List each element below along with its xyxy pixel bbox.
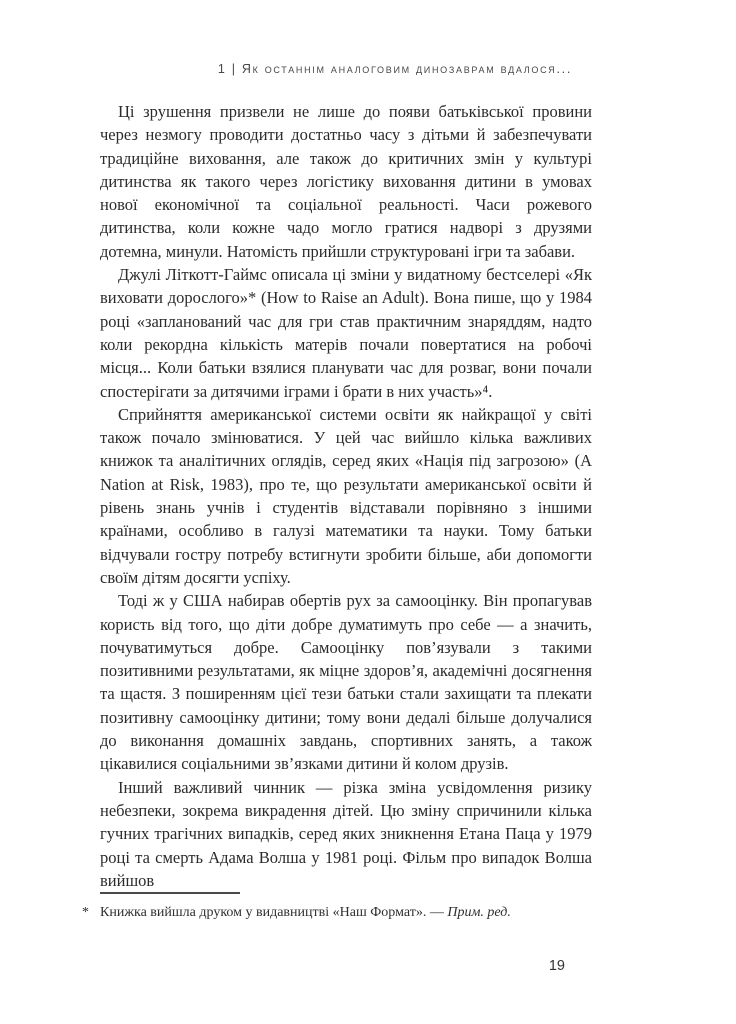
paragraph: Джулі Літкотт-Гаймс описала ці зміни у видатному бестселері «Як виховати дорослого»* (How to Raise an Adult). Вона пише, що у 1984 році «запланований час для гри став практичним знаряддям, надто коли рекордна кількість матерів почали повертатися на робочі місця... Коли батьки взялися планувати час для розваг, вони почали спостерігати за дитячими іграми і брати в них участь»⁴.	[100, 265, 592, 401]
footnote	[82, 903, 592, 922]
paragraph: Сприйняття американської системи освіти як найкращої у світі також почало змінюватися. У цей час вийшло кілька важливих книжок та аналітичних оглядів, серед яких «Нація під загрозою» (A Nation at Risk, 1983), про те, що результати американської освіти й рівень знань учнів і студентів відставали порівняно з іншими країнами, особливо в галузі математики та науки. Тому батьки відчували гостру потребу встигнути зробити більше, аби допомогти своїм дітям досягти успіху.	[100, 404, 592, 587]
page-number: 19	[548, 958, 565, 975]
footnote-marker: *	[82, 905, 89, 921]
footnote-block	[82, 892, 592, 922]
paragraph: Ці зрушення призвели не лише до появи батьківської провини через незмогу проводити достатньо часу з дітьми й забезпечувати традиційне виховання, але також до критичних змін у культурі дитинства як такого через логістику виховання дитини в умовах нової економічної та соціальної реальності. Часи рожевого дитинства, коли кожне чадо могло гратися надворі з друзями дотемна, минули. Натомість прийшли структуровані ігри та забави.	[100, 102, 592, 261]
footnote-text: Книжка вийшла друком у видавництві «Наш Формат». —	[100, 905, 448, 921]
paragraph: Інший важливий чинник — різка зміна усвідомлення ризику небезпеки, зокрема викрадення дітей. Цю зміну спричинили кілька гучних трагічних випадків, серед яких зникнення Етана Паца у 1979 році та смерть Адама Волша у 1981 році. Фільм про випадок Волша вийшов	[100, 777, 592, 890]
paragraph: Тоді ж у США набирав обертів рух за самооцінку. Він пропагував користь від того, що діти добре думатимуть про себе — а значить, почуватимуться добре. Самооцінку пов’язували з такими позитивними результатами, як міцне здоров’я, академічні досягнення та щастя. З поширенням цієї тези батьки стали захищати та плекати позитивну самооцінку дитини; тому вони дедалі більше долучалися до виконання домашніх завдань, спортивних занять, а також цікавилися соціальними зв’язками дитини й колом друзів.	[100, 591, 592, 774]
body-text	[100, 100, 592, 892]
running-head: 1 | Як останнім аналоговим динозаврам вдалося...	[217, 62, 572, 76]
footnote-attribution: Прим. ред.	[447, 905, 511, 921]
footnote-separator-rule	[100, 892, 240, 894]
